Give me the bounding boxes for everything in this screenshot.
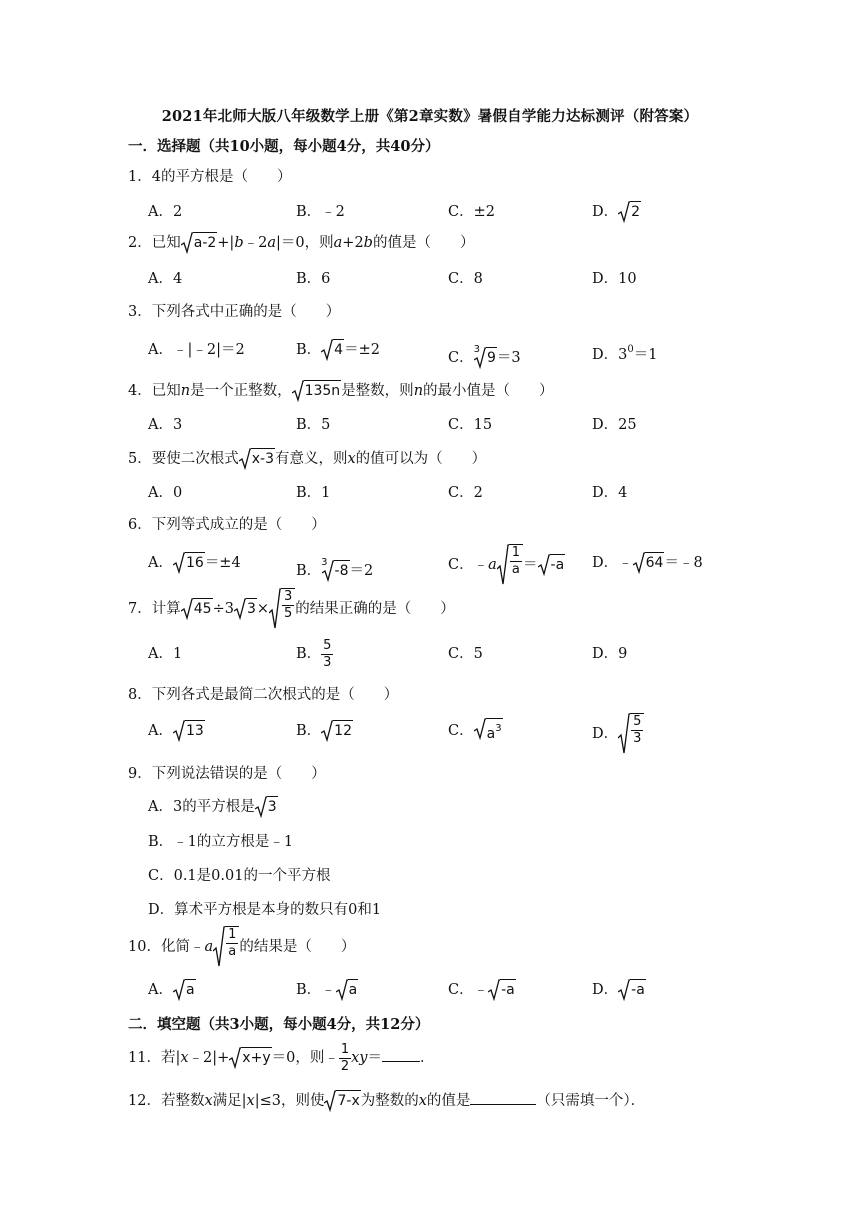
- sqrt-expression: -a: [488, 979, 516, 1001]
- question-8: 8．下列各式是最简二次根式的是（ ）: [128, 687, 399, 703]
- section-heading-fill: 二．填空题（共3小题，每小题4分，共12分）: [128, 1016, 430, 1033]
- sqrt-expression: 13: [173, 720, 205, 742]
- option-a: A． 13: [148, 716, 205, 746]
- option-b: B． 12: [296, 716, 353, 746]
- sqrt-fraction-expression: $\frac{5}{3}$: [618, 713, 644, 755]
- option-d: D．$3^0=1$: [592, 344, 658, 363]
- question-5: 5．要使二次根式 x-3 有意义，则x的值可以为（ ）: [128, 448, 486, 470]
- option-a: A．4: [148, 271, 183, 287]
- option-c: C．0.1是0.01的一个平方根: [148, 868, 331, 884]
- sqrt-expression: a-2: [181, 232, 218, 254]
- sqrt-expression: x+y: [229, 1047, 271, 1069]
- cube-root-expression: 9: [474, 347, 497, 369]
- question-4: 4．已知n是一个正整数， 135n 是整数，则n的最小值是（ ）: [128, 380, 554, 402]
- sqrt-expression: -a: [618, 979, 646, 1001]
- question-7-options: [148, 636, 768, 676]
- answer-blank[interactable]: [382, 1061, 420, 1062]
- option-d: D．25: [592, 417, 637, 433]
- option-b: B．6: [296, 271, 331, 287]
- option-c: C． $a^3$: [448, 716, 503, 746]
- cube-root-expression: -8: [322, 560, 350, 582]
- sqrt-expression: 135n: [292, 380, 342, 402]
- sqrt-expression: a: [336, 979, 359, 1001]
- sqrt-expression: 3: [255, 796, 278, 818]
- option-a: A．3: [148, 417, 183, 433]
- sqrt-expression: 64: [633, 552, 665, 574]
- question-4-options: [148, 410, 768, 440]
- question-2-options: [148, 264, 768, 294]
- option-b: B． $\frac{5}{3}$: [296, 637, 332, 670]
- sqrt-expression: -a: [538, 554, 566, 576]
- option-a: A．3的平方根是 3: [148, 795, 278, 819]
- question-11: 11．若|x﹣2|+ x+y ＝0，则﹣ $\frac{1}{2}$ xy＝ ．: [128, 1041, 435, 1074]
- question-10-options: [148, 975, 768, 1005]
- question-8-options: [148, 712, 768, 756]
- option-c: C．8: [448, 271, 483, 287]
- option-d: D．9: [592, 646, 628, 662]
- sqrt-expression: 2: [618, 201, 641, 223]
- option-b: B．5: [296, 417, 331, 433]
- sqrt-expression: 45: [181, 598, 213, 620]
- option-a: A．﹣|﹣2|＝2: [148, 342, 245, 358]
- question-6-options: [148, 544, 768, 584]
- question-1-options: [148, 197, 768, 227]
- sqrt-expression: a: [173, 979, 196, 1001]
- answer-blank[interactable]: [470, 1104, 536, 1105]
- question-1: 1．4的平方根是（ ）: [128, 169, 292, 185]
- option-a: A．1: [148, 646, 183, 662]
- option-d: D．4: [592, 485, 628, 501]
- option-b: B．﹣2: [296, 204, 345, 220]
- option-c: C．2: [448, 485, 483, 501]
- question-12: 12．若整数x满足|x|≤3，则使 7-x 为整数的x的值是 （只需填一个）．: [128, 1090, 645, 1112]
- option-d: D．10: [592, 271, 637, 287]
- document-title: 2021年北师大版八年级数学上册《第2章实数》暑假自学能力达标测评（附答案）: [161, 108, 699, 125]
- option-c: C．±2: [448, 204, 495, 220]
- sqrt-fraction-expression: $\frac{1}{a}$: [497, 544, 523, 586]
- option-b: B．1: [296, 485, 331, 501]
- question-3-options: [148, 335, 768, 365]
- question-6: 6．下列等式成立的是（ ）: [128, 517, 326, 533]
- option-b: B． 4 ＝±2: [296, 335, 380, 365]
- option-b: B．﹣ a: [296, 975, 358, 1005]
- question-7: 7．计算 45 ÷3 3 × $\frac{3}{5}$ 的结果正确的是（ ）: [128, 588, 455, 630]
- option-d: D．算术平方根是本身的数只有0和1: [148, 902, 382, 918]
- option-c: C．﹣ -a: [448, 975, 516, 1005]
- option-d: D． -a: [592, 975, 646, 1005]
- sqrt-fraction-expression: $\frac{1}{a}$: [213, 926, 239, 968]
- question-3: 3．下列各式中正确的是（ ）: [128, 304, 341, 320]
- sqrt-expression: 12: [321, 720, 353, 742]
- option-a: A． 16 ＝±4: [148, 548, 241, 578]
- option-a: A． a: [148, 975, 196, 1005]
- option-c: C．5: [448, 646, 483, 662]
- question-9: 9．下列说法错误的是（ ）: [128, 766, 326, 782]
- option-c: C．﹣a $\frac{1}{a}$ ＝ -a: [448, 544, 565, 586]
- section-heading-choice: 一．选择题（共10小题，每小题4分，共40分）: [128, 138, 440, 155]
- option-d: D． $\frac{5}{3}$: [592, 712, 644, 756]
- sqrt-fraction-expression: $\frac{3}{5}$: [269, 588, 295, 630]
- sqrt-power-expression: $a^3$: [474, 718, 503, 744]
- question-5-options: [148, 478, 768, 508]
- option-b: B．﹣1的立方根是﹣1: [148, 834, 294, 850]
- sqrt-expression: 4: [321, 339, 344, 361]
- question-10: 10．化简﹣a $\frac{1}{a}$ 的结果是（ ）: [128, 926, 355, 968]
- sqrt-expression: 7-x: [324, 1090, 360, 1112]
- option-c: C．$^3$ 9 ＝3: [448, 335, 521, 373]
- sqrt-expression: 3: [234, 598, 257, 620]
- sqrt-expression: 16: [173, 552, 205, 574]
- option-d: D．﹣ 64 ＝﹣8: [592, 548, 703, 578]
- option-d: D． 2: [592, 197, 641, 227]
- sqrt-expression: x-3: [239, 448, 275, 470]
- question-2: 2．已知 a-2 +|b﹣2a|＝0，则a+2b的值是（ ）: [128, 232, 474, 254]
- option-b: B．$^3$ -8 ＝2: [296, 548, 373, 586]
- option-c: C．15: [448, 417, 493, 433]
- option-a: A．2: [148, 204, 183, 220]
- option-a: A．0: [148, 485, 183, 501]
